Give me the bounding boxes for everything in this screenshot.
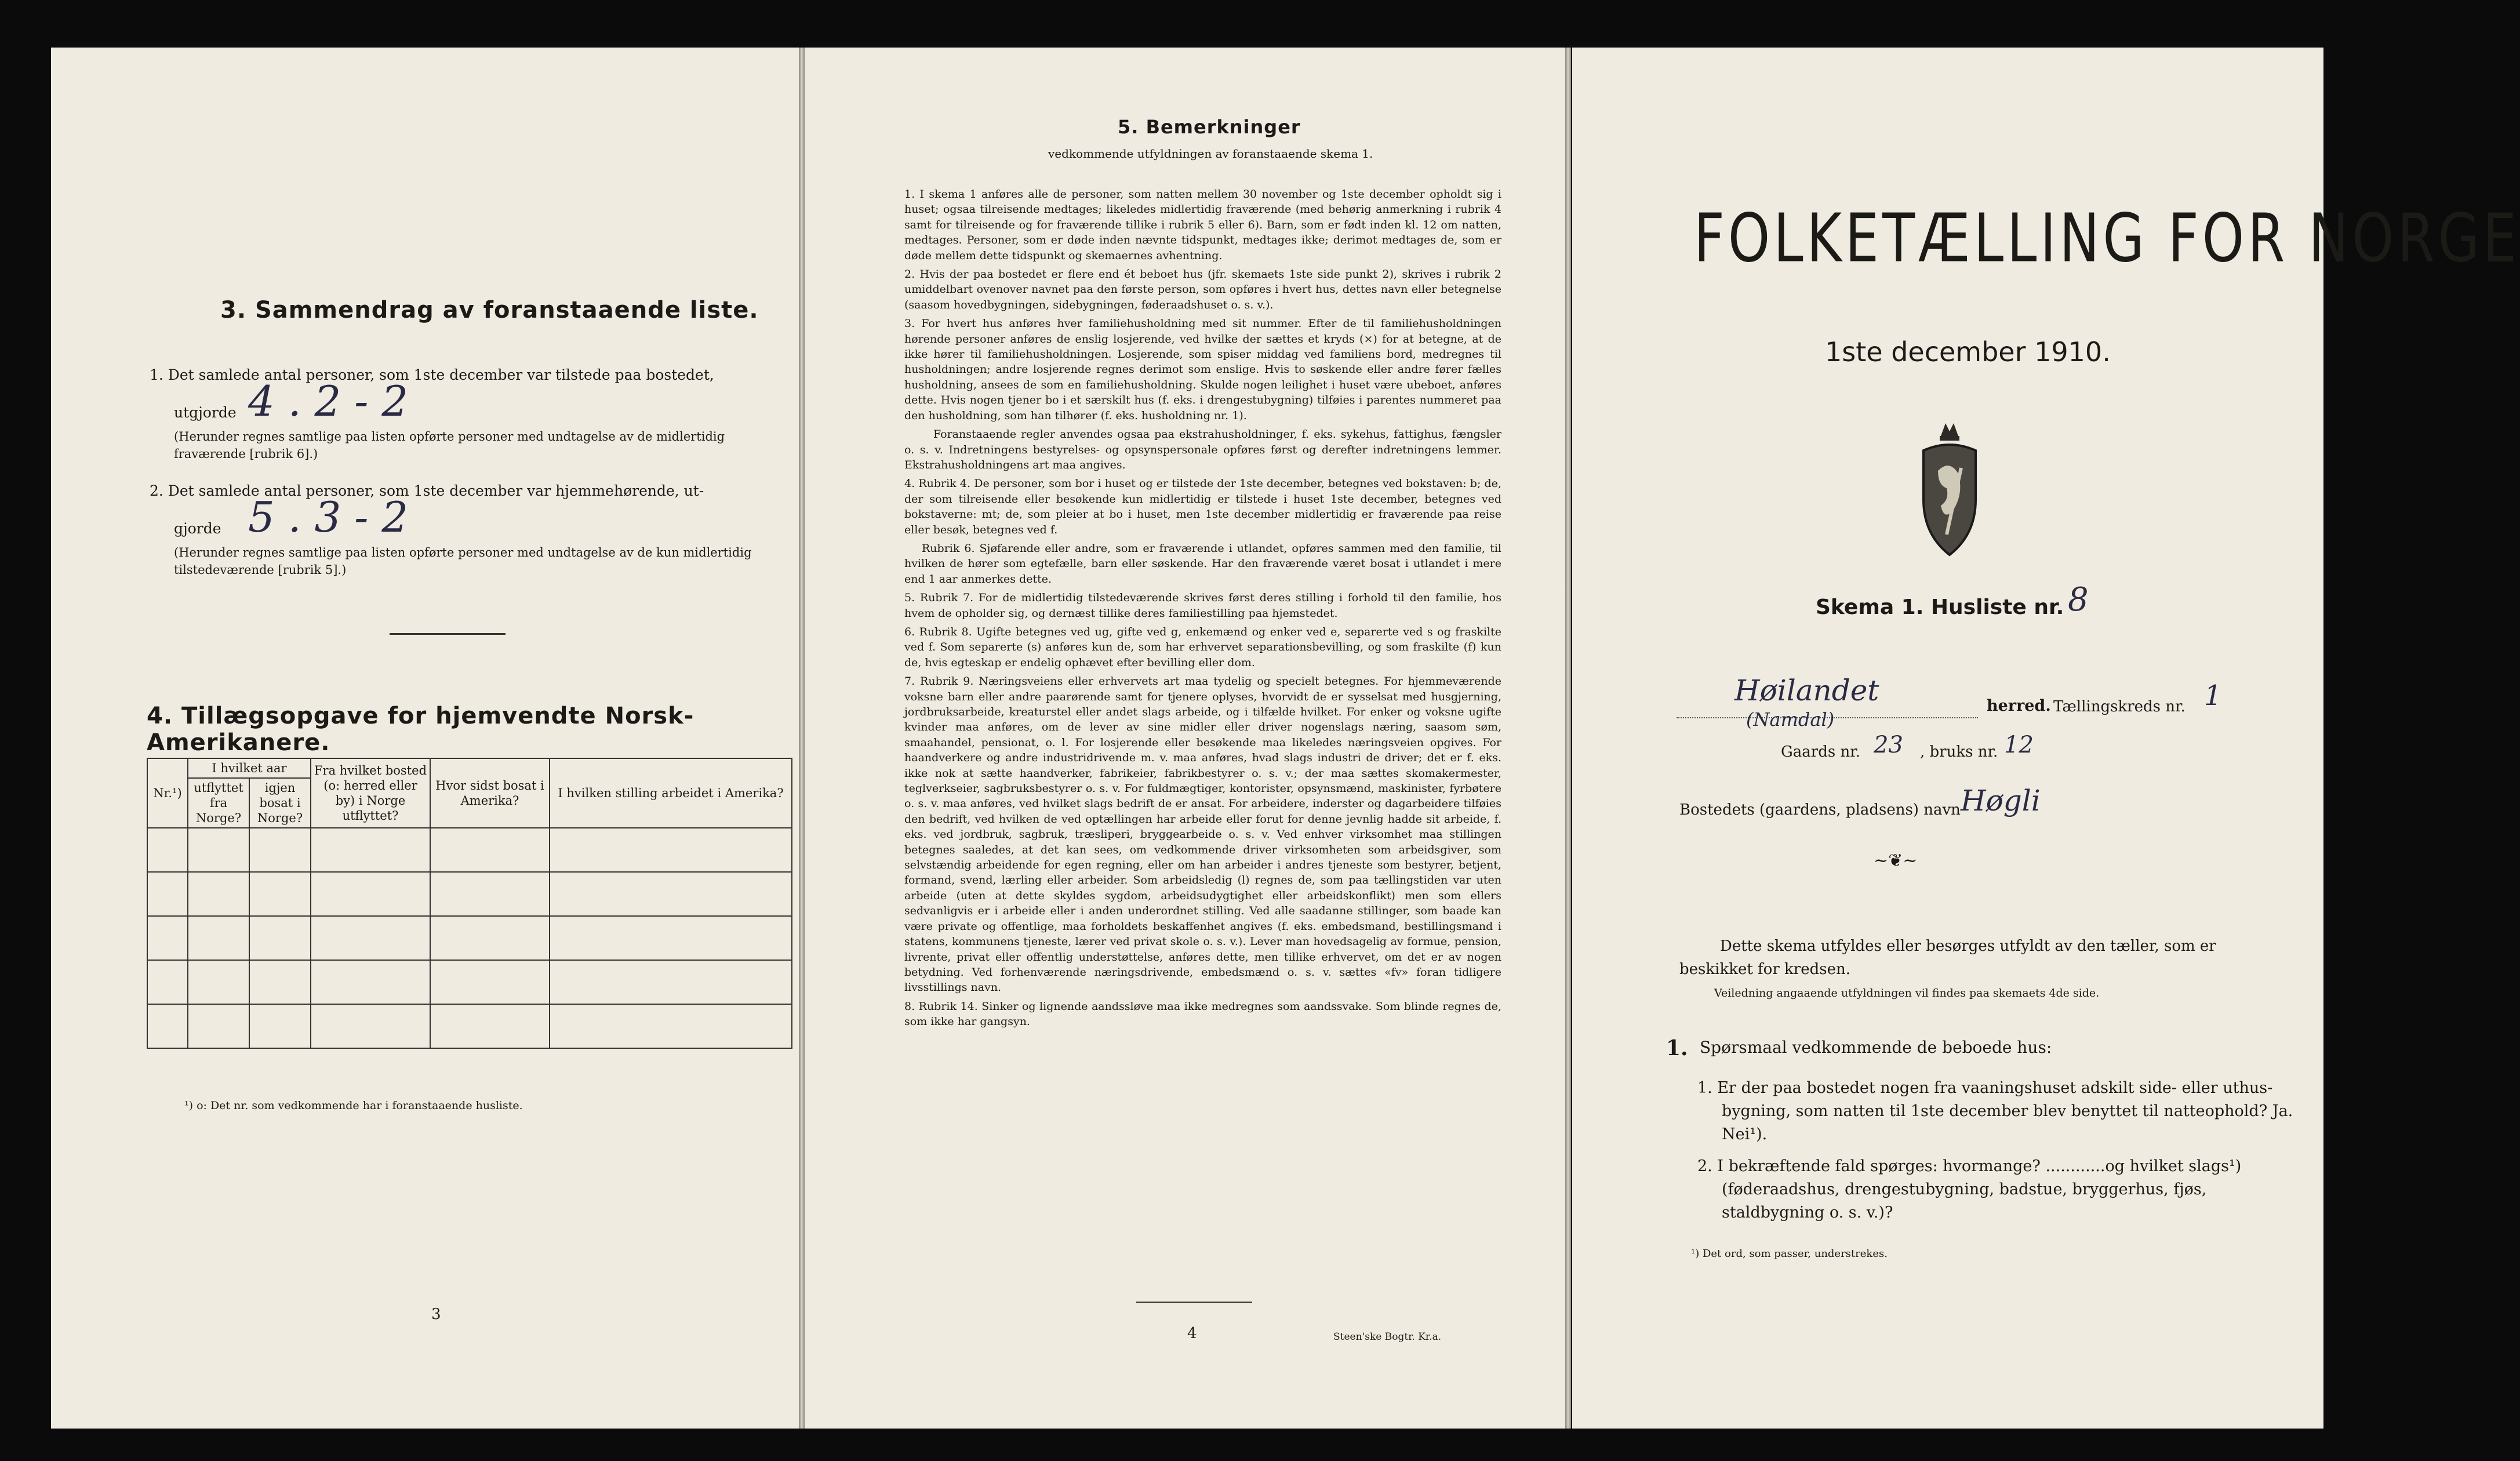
note-1: 1. I skema 1 anføres alle de personer, som natten mellem 30 november og 1ste december opholdt sig i huset; ogsaa tilreisende medtages; likeledes midlertidig fraværende (med behørig anmerkning i rubrik 4 samt for tilreisende og for fraværende tillike i rubrik 5 eller 6). Barn, som er født inden kl. 12 om natten, medtages. Personer, som er døde inden nævnte tidspunkt, medtages ikke; derimot medtages de, som er døde mellem dette tidspunkt og skemaernes avhentning. <box>904 188 1501 262</box>
col-utflyttet: utflyttet fra Norge? <box>188 778 249 828</box>
q1-item2: 2. I bekræftende fald spørges: hvormange? ............og hvilket slags¹) (føderaadshus, drengestubygning, badstue, bryggerhus, fjøs, staldbygning o. s. v.)? <box>1697 1157 2242 1222</box>
bemerkninger-subtitle: vedkommende utfyldningen av foranstaaende skema 1. <box>1048 147 1373 161</box>
item1-prefix: utgjorde <box>174 404 237 421</box>
page1-footnote: ¹) Det ord, som passer, understrekes. <box>1691 1248 1888 1260</box>
veiledning-text: Veiledning angaaende utfyldningen vil findes paa skemaets 4de side. <box>1714 987 2100 1000</box>
q1-heading: Spørsmaal vedkommende de beboede hus: <box>1700 1038 2052 1057</box>
page-three <box>51 48 799 1429</box>
item2-prefix: gjorde <box>174 520 221 537</box>
page-number: 3 <box>431 1306 441 1323</box>
note-4b: Rubrik 6. Sjøfarende eller andre, som er fraværende i utlandet, opføres sammen med den familie, til hvilken de hører som egtefælle, barn eller søskende. Har den fraværende været bosat i utlandet i mere end 1 aar anmerkes dette. <box>904 541 1501 586</box>
bosted-label: Bostedets (gaardens, pladsens) navn <box>1679 801 1961 819</box>
gaards-value: 23 <box>1874 732 1903 758</box>
bosted-value: Høgli <box>1961 784 2041 817</box>
col-hvor: Hvor sidst bosat i Amerika? <box>430 758 550 828</box>
intro-text: Dette skema utfyldes eller besørges utfyldt av den tæller, som er beskikket for kredsen. <box>1679 937 2216 978</box>
bemerkninger-text <box>904 187 1501 1033</box>
bemerkninger-title: 5. Bemerkninger <box>1118 116 1301 138</box>
kreds-label: Tællingskreds nr. <box>2053 698 2186 715</box>
note-2: 2. Hvis der paa bostedet er flere end ét beboet hus (jfr. skemaets 1ste side punkt 2), skrives i rubrik 2 umiddelbart ovenover navnet paa den første person, som opføres i hvert hus, dettes navn eller betegnelse (saasom hovedbygningen, sidebygningen, føderaadshuset o. s. v.). <box>904 268 1501 311</box>
gaards-label: Gaards nr. <box>1781 743 1861 761</box>
col-nr: Nr.¹) <box>147 758 188 828</box>
husliste-nr-value: 8 <box>2068 581 2089 619</box>
bruks-value: 12 <box>2004 732 2034 758</box>
item1-note: (Herunder regnes samtlige paa listen opførte personer med undtagelse av de midlertidig fraværende [rubrik 6].) <box>174 430 725 461</box>
note-3b: Foranstaaende regler anvendes ogsaa paa ekstrahusholdninger, f. eks. sykehus, fattighus, fængsler o. s. v. Indretningens bestyrelses- og opsynspersonale opføres først og derefter indretningens lemmer. Ekstrahusholdningens art maa angives. <box>904 428 1501 471</box>
divider <box>1136 1302 1252 1303</box>
census-date: 1ste december 1910. <box>1825 336 2111 368</box>
item1-handwritten-count: 4 . 2 - 2 <box>248 377 409 426</box>
divider <box>390 633 506 635</box>
item2-text: 2. Det samlede antal personer, som 1ste december var hjemmehørende, ut- <box>150 482 704 499</box>
page-fold <box>799 48 805 1429</box>
col-stilling: I hvilken stilling arbeidet i Amerika? <box>550 758 792 828</box>
table-row <box>147 960 792 1004</box>
census-title: FOLKETÆLLING FOR NORGE <box>1694 199 2520 277</box>
note-3: 3. For hvert hus anføres hver familiehusholdning med sit nummer. Efter de til familiehusholdningen hørende personer anføres de enslig losjerende, ved hvilke der sættes et kryds (×) for at betegne, at de ikke hører til familiehusholdningen. Losjerende, som spiser middag ved familiens bord, medregnes til husholdningen; andre losjerende regnes derimot som enslige. Hvis to søskende eller andre fører fælles husholdning, ansees de som en familiehusholdning. Skulde nogen leilighet i huset være ubeboet, anføres dette. Hvis nogen tjener bo i et særskilt hus (f. eks. i drengestubygning) tilføies i parentes nummeret paa den husholdning, som han tilhører (f. eks. husholdning nr. 1). <box>904 317 1501 422</box>
note-5: 5. Rubrik 7. For de midlertidig tilstedeværende skrives først deres stilling i forhold til den familie, hos hvem de opholder sig, og dernæst tillike deres familiestilling paa hjemstedet. <box>904 591 1501 620</box>
q1-number: 1. <box>1666 1036 1688 1060</box>
kreds-value: 1 <box>2204 679 2222 712</box>
item1-text: 1. Det samlede antal personer, som 1ste december var tilstede paa bostedet, <box>150 366 714 383</box>
item2-note: (Herunder regnes samtlige paa listen opførte personer med undtagelse av de kun midlertidig tilstedeværende [rubrik 5].) <box>174 546 752 577</box>
herred-sub-value: (Namdal) <box>1746 708 1835 731</box>
skema-label: Skema 1. Husliste nr. <box>1816 595 2064 619</box>
col-igjen: igjen bosat i Norge? <box>249 778 311 828</box>
table-row <box>147 916 792 960</box>
table-footnote: ¹) o: Det nr. som vedkommende har i foranstaaende husliste. <box>184 1099 523 1112</box>
col-fra: Fra hvilket bosted (o: herred eller by) i Norge utflyttet? <box>311 758 430 828</box>
table-row <box>147 828 792 872</box>
table-row <box>147 1004 792 1048</box>
note-4: 4. Rubrik 4. De personer, som bor i huset og er tilstede der 1ste december, betegnes ved bokstaven: b; de, der som tilreisende eller besøkende kun midlertidig er tilstede i huset 1ste december, betegnes ved bokstaverne: mt; de, som pleier at bo i huset, men 1ste december midlertidig er fraværende paa reise eller besøk, betegnes ved f. <box>904 477 1501 536</box>
herred-label: herred. <box>1987 697 2051 715</box>
herred-value: Høilandet <box>1734 674 1879 707</box>
note-8: 8. Rubrik 14. Sinker og lignende aandssløve maa ikke medregnes som aandssvake. Som blinde regnes de, som ikke har gangsyn. <box>904 1000 1501 1028</box>
item2-handwritten-count: 5 . 3 - 2 <box>248 493 409 541</box>
printer-imprint: Steen'ske Bogtr. Kr.a. <box>1333 1331 1442 1343</box>
page-one <box>1572 48 2520 1429</box>
section3-title: 3. Sammendrag av foranstaaende liste. <box>220 297 759 324</box>
norsk-amerikanere-table <box>147 758 792 1049</box>
note-6: 6. Rubrik 8. Ugifte betegnes ved ug, gifte ved g, enkemænd og enker ved e, separerte ved s og fraskilte ved f. Som separerte (s) anføres kun de, som har erhvervet separationsbevilling, og som fraskilte (f) kun de, hvis egteskap er endelig ophævet efter bevilling eller dom. <box>904 625 1501 669</box>
page-number: 4 <box>1187 1325 1197 1342</box>
col-group: I hvilket aar <box>188 758 311 778</box>
table-row <box>147 872 792 916</box>
section4-title: 4. Tillægsopgave for hjemvendte Norsk-Amerikanere. <box>147 703 694 756</box>
page-fold <box>1565 48 1571 1429</box>
note-7: 7. Rubrik 9. Næringsveiens eller erhvervets art maa tydelig og specielt betegnes. For hjemmeværende voksne barn eller andre paarørende samt for tjenere oplyses, hvorvidt de er sysselsat med husgjerning, jordbruksarbeide, kreaturstel eller andet slags arbeide, og i tilfælde hvilket. For enker og voksne ugifte kvinder maa anføres, om de lever av sine midler eller driver nogenslags næring, saasom søm, smaahandel, pensionat, o. l. For losjerende eller besøkende maa likeledes næringsveien opgives. For haandverkere og andre industridrivende m. v. maa anføres, hvad slags industri de driver; det er f. eks. ikke nok at sætte haandverker, fabrikeier, fabrikbestyrer o. s. v.; der maa sættes skomakermester, teglverkseier, sagbruksbestyrer o. s. v. For fuldmægtiger, kontorister, opsynsmænd, maskinister, fyrbøtere o. s. v. maa anføres, ved hvilket slags bedrift de er ansat. For arbeidere, inderster og dagarbeidere tilføies den bedrift, ved hvilken de ved optællingen har arbeide eller forut for denne jevnlig hadde sit arbeide, f. eks. ved jordbruk, sagbruk, træsliperi, bryggearbeide o. s. v. Ved enhver virksomhet maa stillingen betegnes saaledes, at det kan sees, om vedkommende driver virksomheten som arbeidsgiver, som selvstændig arbeidende for egen regning, eller om han arbeider i andres tjeneste som bestyrer, betjent, formand, svend, lærling eller arbeider. Som arbeidsledig (l) regnes de, som paa tællingstiden var uten arbeide (uten at dette skyldes sygdom, arbeidsudygtighet eller arbeidskonflikt) men som ellers sedvanligvis er i arbeide eller i anden underordnet stilling. Ved alle saadanne stillinger, som baade kan være private og offentlige, maa forholdets beskaffenhet angives (f. eks. embedsmand, bestillingsmand i statens, kommunens tjeneste, lærer ved privat skole o. s. v.). Lever man hovedsagelig av formue, pension, livrente, privat eller offentlig understøttelse, anføres dette, men tillike erhvervet, om det er av nogen betydning. Ved forhenværende næringsdrivende, embedsmænd o. s. v. sættes «fv» foran tidligere livsstillings navn. <box>904 675 1501 994</box>
q1-item1: 1. Er der paa bostedet nogen fra vaaningshuset adskilt side- eller uthus-bygning, som natten til 1ste december blev benyttet til natteophold? Ja. Nei¹). <box>1697 1079 2293 1143</box>
coat-of-arms-icon <box>1918 419 1981 566</box>
bruks-label: , bruks nr. <box>1920 743 1998 761</box>
ornament: ~❦~ <box>1874 851 1918 871</box>
